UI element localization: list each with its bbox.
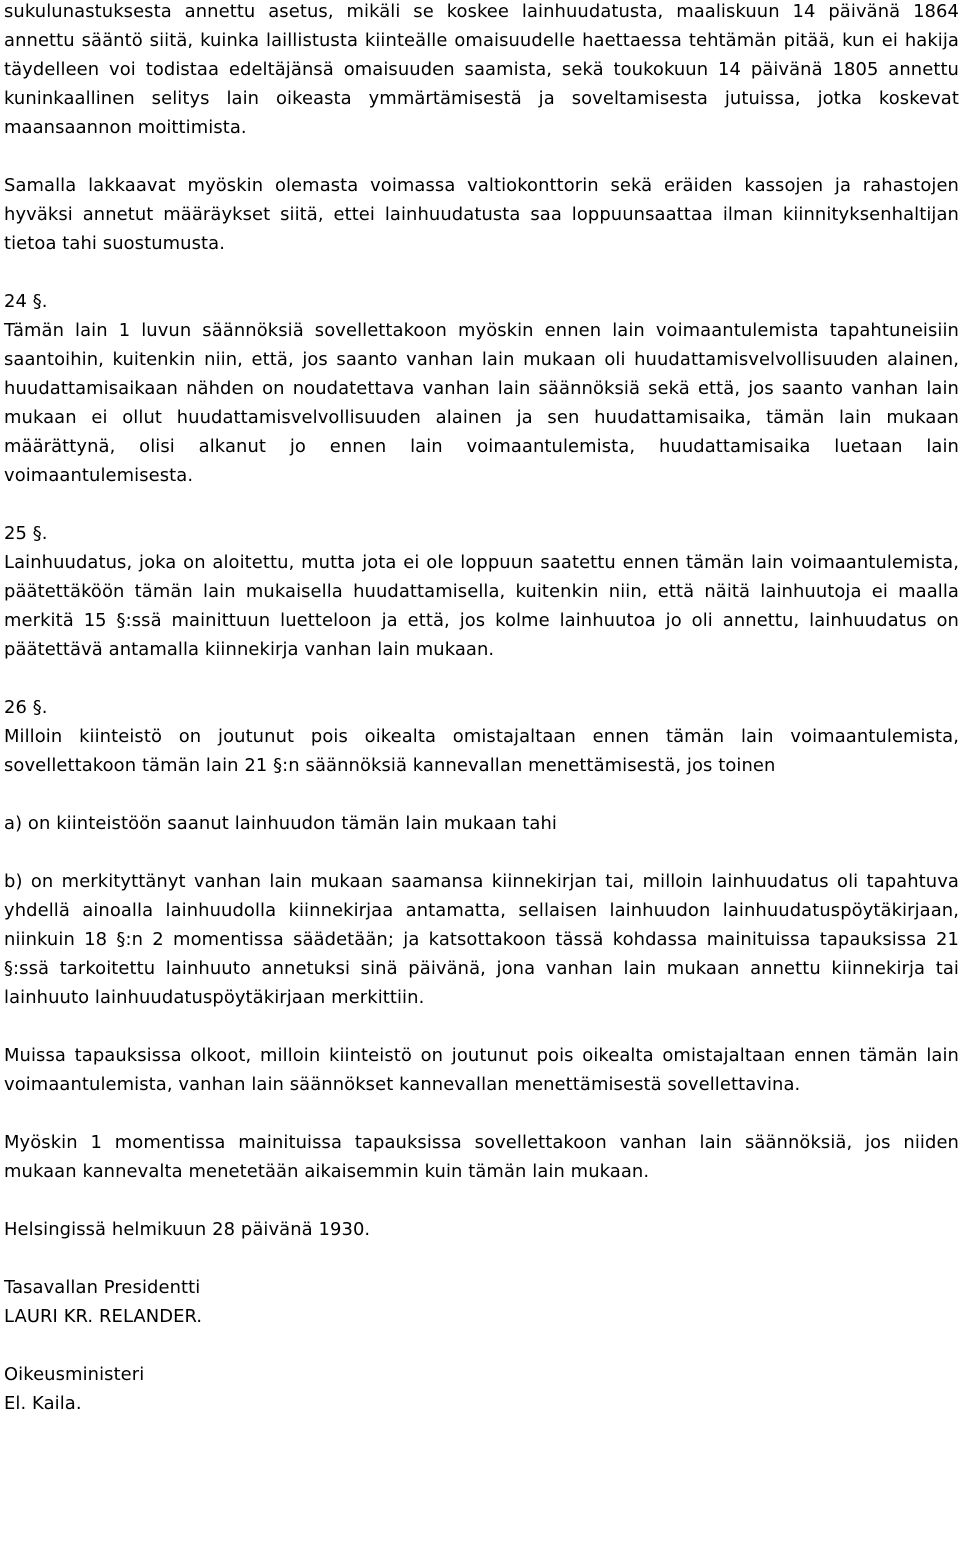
section-25-text: Lainhuudatus, joka on aloitettu, mutta jota ei ole loppuun saatettu ennen tämän lain voimaantulemista, päätettäköön tämän lain mukaisella huudattamisella, kuitenkin niin, että näitä lainhuutoja ei maalla merkitä 15 §:ssä mainittuun luetteloon ja että, jos kolme lainhuutoa jo oli annettu, lainhuudatus on päätettävä antamalla kiinnekirja vanhan lain mukaan. [4, 552, 959, 660]
signer-president-name: LAURI KR. RELANDER. [4, 1306, 203, 1327]
document-page [4, 0, 959, 1418]
section-26-heading: 26 §. [4, 697, 48, 718]
paragraph-samalla: Samalla lakkaavat myöskin olemasta voimassa valtiokonttorin sekä eräiden kassojen ja rahastojen hyväksi annetut määräykset siitä, ettei lainhuudatusta saa loppuunsaattaa ilman kiinnityksenhaltijan tietoa tahi suostumusta. [4, 175, 959, 254]
section-26-item-b: b) on merkityttänyt vanhan lain mukaan saamansa kiinnekirjan tai, milloin lainhuudatus oli tapahtuva yhdellä ainoalla lainhuudolla kiinnekirjaa antamatta, sellaisen lainhuudon lainhuudatuspöytäkirjaan, niinkuin 18 §:n 2 momentissa säädetään; ja katsottakoon tässä kohdassa mainituissa tapauksissa 21 §:ssä tarkoitettu lainhuuto annetuksi sinä päivänä, jona vanhan lain mukaan annettu kiinnekirja tai lainhuuto lainhuudatuspöytäkirjaan merkittiin. [4, 871, 959, 1008]
signer-minister-name: El. Kaila. [4, 1393, 82, 1414]
place-date: Helsingissä helmikuun 28 päivänä 1930. [4, 1219, 371, 1240]
section-26-paragraph-myoskin: Myöskin 1 momentissa mainituissa tapauksissa sovellettakoon vanhan lain säännöksiä, jos niiden mukaan kannevalta menetetään aikaisemmin kuin tämän lain mukaan. [4, 1132, 959, 1182]
section-25-heading: 25 §. [4, 523, 48, 544]
section-24-heading: 24 §. [4, 291, 48, 312]
section-26-paragraph-muissa: Muissa tapauksissa olkoot, milloin kiinteistö on joutunut pois oikealta omistajaltaan ennen tämän lain voimaantulemista, vanhan lain säännökset kannevallan menettämisestä sovellettavina. [4, 1045, 959, 1095]
section-26-text: Milloin kiinteistö on joutunut pois oikealta omistajaltaan ennen tämän lain voimaantulemista, sovellettakoon tämän lain 21 §:n säännöksiä kannevallan menettämisestä, jos toinen [4, 726, 959, 776]
paragraph-intro: sukulunastuksesta annettu asetus, mikäli se koskee lainhuudatusta, maaliskuun 14 päivänä 1864 annettu sääntö siitä, kuinka laillistusta kiinteälle omaisuudelle haettaessa tehtämän pitää, kun ei hakija täydelleen voi todistaa edeltäjänsä omaisuuden saamista, sekä toukokuun 14 päivänä 1805 annettu kuninkaallinen selitys lain oikeasta ymmärtämisestä ja soveltamisesta jutuissa, jotka koskevat maansaannon moittimista. [4, 1, 959, 138]
signer-president-title: Tasavallan Presidentti [4, 1277, 201, 1298]
section-26-item-a: a) on kiinteistöön saanut lainhuudon tämän lain mukaan tahi [4, 813, 557, 834]
signer-minister-title: Oikeusministeri [4, 1364, 145, 1385]
section-24-text: Tämän lain 1 luvun säännöksiä sovellettakoon myöskin ennen lain voimaantulemista tapahtuneisiin saantoihin, kuitenkin niin, että, jos saanto vanhan lain mukaan oli huudattamisvelvollisuuden alainen, huudattamisaikaan nähden on noudatettava vanhan lain säännöksiä sekä että, jos saanto vanhan lain mukaan ei ollut huudattamisvelvollisuuden alainen ja sen huudattamisaika, tämän lain mukaan määrättynä, olisi alkanut jo ennen lain voimaantulemista, huudattamisaika luetaan lain voimaantulemisesta. [4, 320, 959, 486]
